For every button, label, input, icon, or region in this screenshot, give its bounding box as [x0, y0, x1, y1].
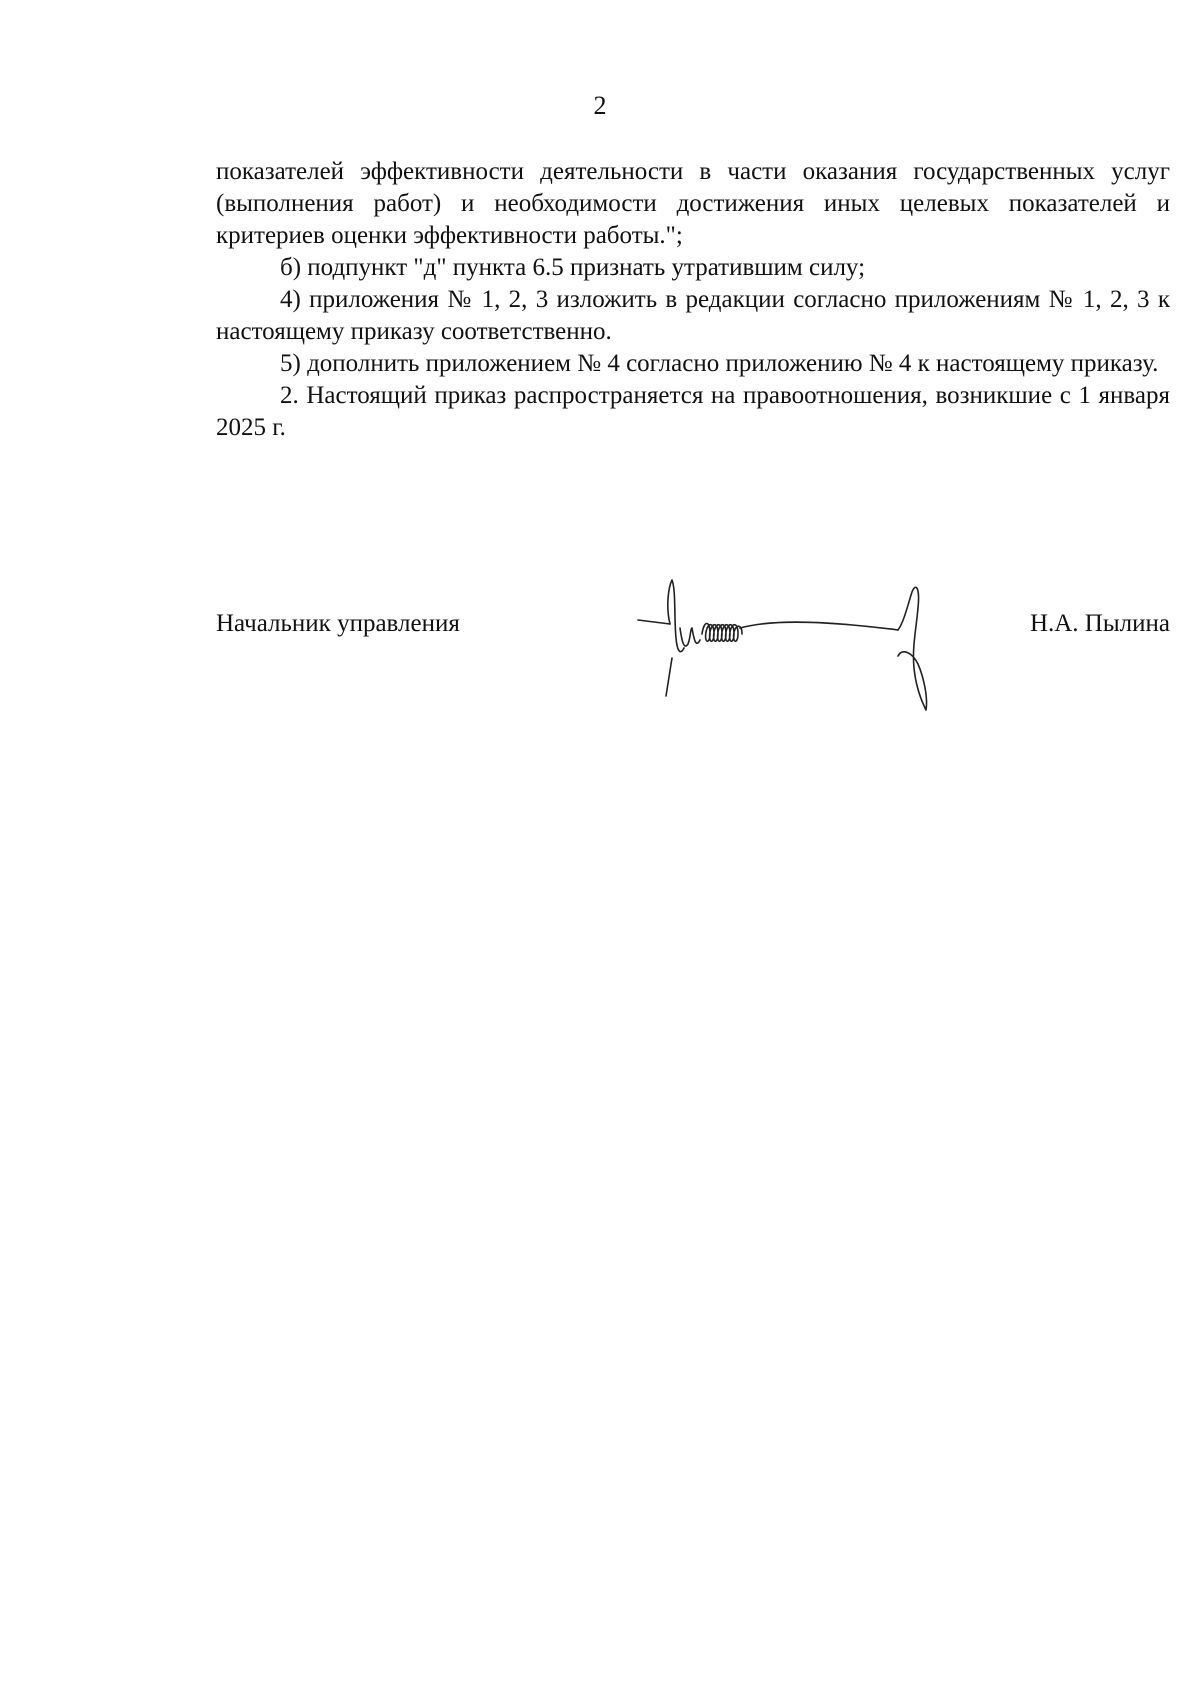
paragraph-item-5: 5) дополнить приложением № 4 согласно приложению № 4 к настоящему приказу.	[280, 350, 1159, 377]
signatory-position: Начальник управления	[216, 610, 460, 637]
paragraph-clause-2: 2. Настоящий приказ распространяется на правоотношения, возникшие с 1 января 2025 г.	[216, 382, 1170, 441]
document-body	[216, 156, 1170, 444]
paragraph-subitem-b: б) подпункт "д" пункта 6.5 признать утратившим силу;	[280, 254, 866, 281]
page-number: 2	[593, 91, 607, 120]
signatory-name: Н.А. Пылина	[1029, 610, 1170, 637]
handwritten-signature	[636, 578, 966, 728]
paragraph-continuation: показателей эффективности деятельности в части оказания государственных услуг (выполнения работ) и необходимости достижения иных целевых показателей и критериев оценки эффективности работы.";	[216, 158, 1170, 249]
paragraph-item-4: 4) приложения № 1, 2, 3 изложить в редакции согласно приложениям № 1, 2, 3 к настоящему приказу соответственно.	[216, 286, 1170, 345]
